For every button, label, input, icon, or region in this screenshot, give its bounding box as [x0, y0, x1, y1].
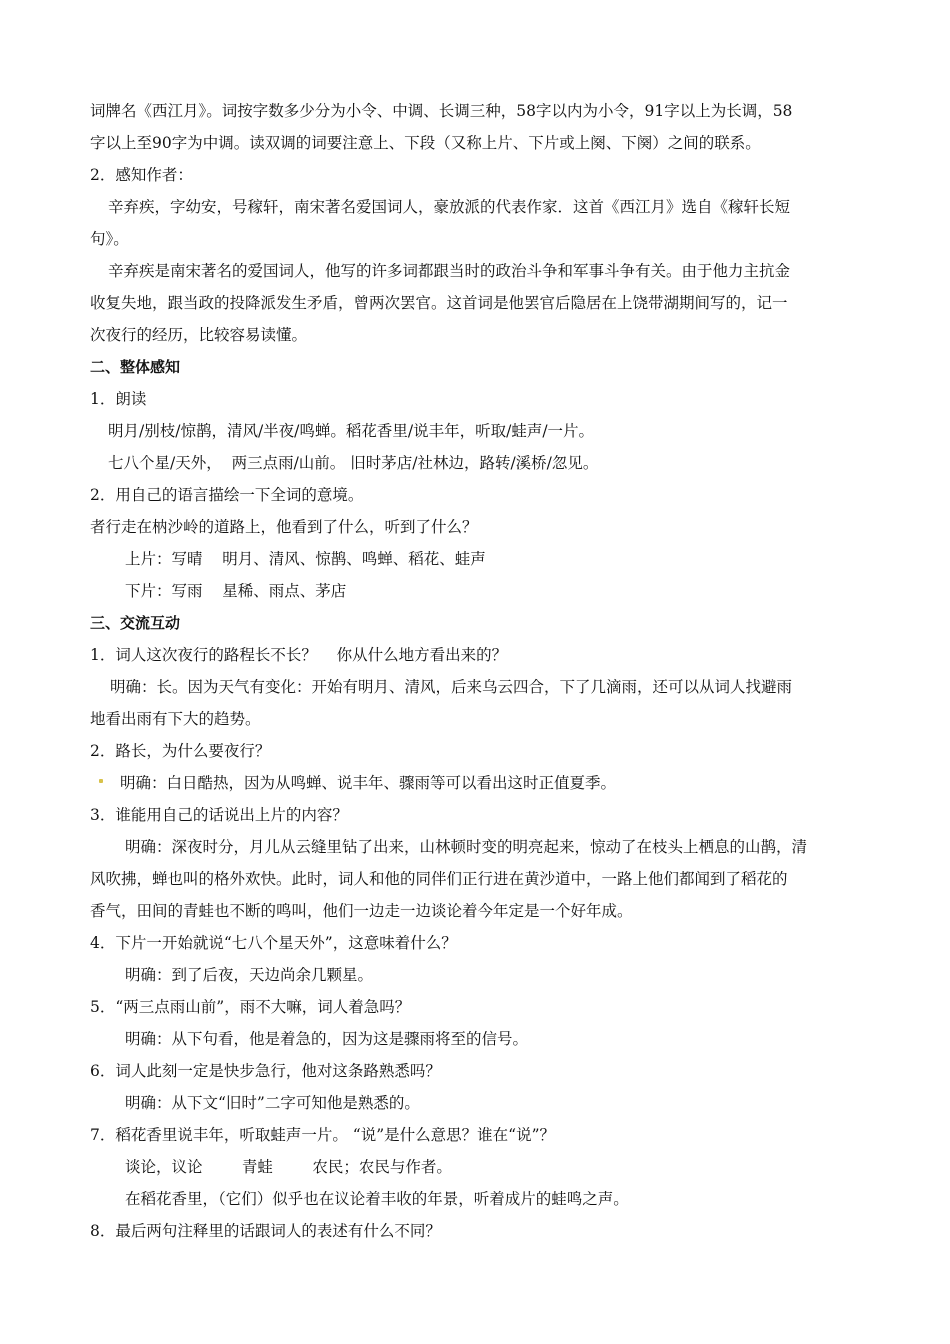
item-heading: 2．感知作者： [90, 166, 193, 184]
item-heading: 1．朗读 [90, 390, 147, 408]
poem-line: 明月/别枝/惊鹊，清风/半夜/鸣蝉。稻花香里/说丰年，听取/蛙声/一片。 [108, 422, 595, 440]
question-line: 3．谁能用自己的话说出上片的内容？ [90, 806, 348, 824]
paragraph-line: 收复失地，跟当政的投降派发生矛盾，曾两次罢官。这首词是他罢官后隐居在上饶带湖期间写的，记一 [90, 294, 788, 312]
answer-line: 明确：深夜时分，月儿从云缝里钻了出来，山林顿时变的明亮起来，惊动了在枝头上栖息的山鹊，清 [125, 838, 808, 856]
question-line: 1．词人这次夜行的路程长不长？ 你从什么地方看出来的？ [90, 646, 508, 664]
question-line: 4．下片一开始就说“七八个星天外”，这意味着什么？ [90, 934, 457, 952]
paragraph-line: 词牌名《西江月》。词按字数多少分为小令、中调、长调三种，58字以内为小令，91字以上为长调，58 [90, 102, 793, 120]
bullet-mark-icon [99, 779, 103, 783]
answer-line: 明确：长。因为天气有变化：开始有明月、清风，后来乌云四合，下了几滴雨，还可以从词人找避雨 [110, 678, 793, 696]
section-heading: 三、交流互动 [90, 614, 181, 632]
question-line: 7．稻花香里说丰年，听取蛙声一片。 “说”是什么意思？谁在“说”？ [90, 1126, 555, 1144]
answer-line: 地看出雨有下大的趋势。 [90, 710, 261, 728]
paragraph-line: 者行走在枘沙岭的道路上，他看到了什么，听到了什么？ [90, 518, 478, 536]
answer-line: 明确：从下文“旧时”二字可知他是熟悉的。 [125, 1094, 420, 1112]
paragraph-line: 句》。 [90, 230, 129, 248]
paragraph-line: 辛弃疾，字幼安，号稼轩，南宋著名爱国词人，豪放派的代表作家．这首《西江月》选自《稼轩长短 [108, 198, 791, 216]
question-line: 6．词人此刻一定是快步急行，他对这条路熟悉吗？ [90, 1062, 441, 1080]
section-heading: 二、整体感知 [90, 358, 181, 376]
paragraph-line: 辛弃疾是南宋著名的爱国词人，他写的许多词都跟当时的政治斗争和军事斗争有关。由于他力主抗金 [108, 262, 791, 280]
question-line: 5．“两三点雨山前”，雨不大嘛，词人着急吗？ [90, 998, 411, 1016]
paragraph-line: 次夜行的经历，比较容易读懂。 [90, 326, 308, 344]
answer-line: 谈论，议论 青蛙 农民；农民与作者。 [125, 1158, 452, 1176]
answer-line: 风吹拂，蝉也叫的格外欢快。此时，词人和他的同伴们正行进在黄沙道中，一路上他们都闻到了稻花的 [90, 870, 788, 888]
summary-line: 上片：写晴 明月、清风、惊鹊、鸣蝉、稻花、蛙声 [125, 550, 486, 568]
summary-line: 下片：写雨 星稀、雨点、茅店 [125, 582, 347, 600]
poem-line: 七八个星/天外， 两三点雨/山前。 旧时茅店/社林边，路转/溪桥/忽见。 [108, 454, 599, 472]
answer-line: 明确：从下句看，他是着急的，因为这是骤雨将至的信号。 [125, 1030, 529, 1048]
answer-line: 在稻花香里，（它们）似乎也在议论着丰收的年景，听着成片的蛙鸣之声。 [125, 1190, 629, 1208]
answer-line: 香气，田间的青蛙也不断的鸣叫，他们一边走一边谈论着今年定是一个好年成。 [90, 902, 633, 920]
answer-line: 明确：到了后夜，天边尚余几颗星。 [125, 966, 374, 984]
item-heading: 2．用自己的语言描绘一下全词的意境。 [90, 486, 364, 504]
question-line: 2．路长，为什么要夜行？ [90, 742, 271, 760]
answer-line: 明确：白日酷热，因为从鸣蝉、说丰年、骤雨等可以看出这时正值夏季。 [120, 774, 617, 792]
paragraph-line: 字以上至90字为中调。读双调的词要注意上、下段（又称上片、下片或上阕、下阕）之间的联系。 [90, 134, 761, 152]
question-line: 8．最后两句注释里的话跟词人的表述有什么不同？ [90, 1222, 441, 1240]
